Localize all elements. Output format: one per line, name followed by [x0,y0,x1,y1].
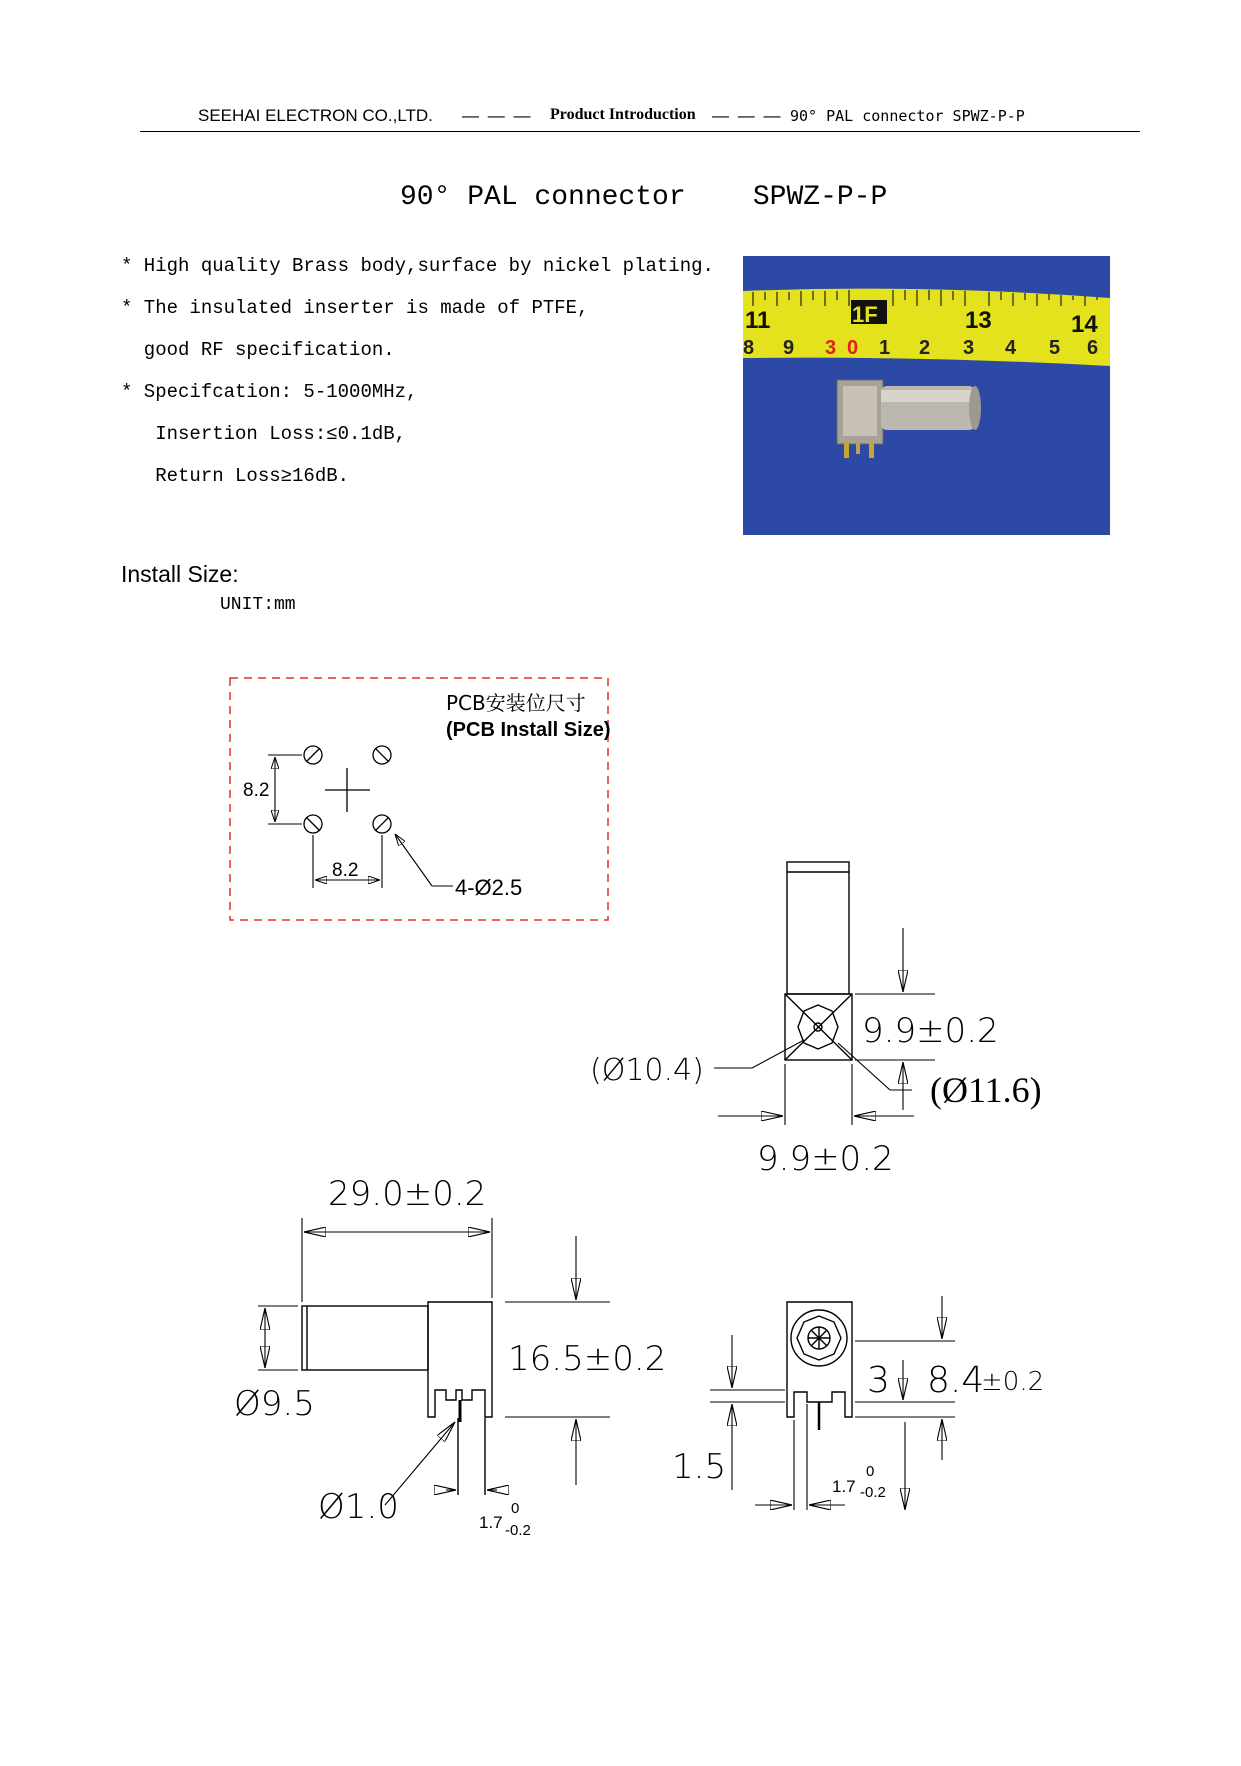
page-title: 90° PAL connector SPWZ-P-P [400,182,888,213]
front-view-pin-tol-lower: -0.2 [860,1484,886,1501]
side-view-length: 29.0±0.2 [328,1174,487,1214]
front-view-dim-height: 8.4 [927,1360,985,1401]
side-view-cylinder [302,1306,428,1370]
pcb-title-en: (PCB Install Size) [446,719,611,741]
tape-label: 9 [783,337,795,359]
unit-label: UNIT:mm [220,595,296,615]
front-view-pin-tol-upper: 0 [866,1463,875,1480]
feature-line: * High quality Brass body,surface by nickel plating. [121,255,714,277]
side-view-diagram [234,1174,666,1539]
pcb-dim-vertical: 8.2 [243,780,270,801]
tape-label: 11 [745,307,771,334]
tape-label: 8 [743,337,755,359]
tape-label: 3 [825,337,837,359]
front-view-dim-3: 3 [867,1360,890,1401]
tape-label: 5 [1049,337,1061,359]
top-view-dim-bottom: 9.9±0.2 [757,1139,894,1179]
header-company: SEEHAI ELECTRON CO.,LTD. [198,106,433,125]
top-view-diagram [590,862,1042,1179]
side-view-pin-dia: Ø1.0 [318,1487,399,1527]
pcb-install-diagram [230,678,610,920]
tape-label: 3 [963,337,975,359]
side-view-height: 16.5±0.2 [508,1339,667,1379]
top-view-dim-side: 9.9±0.2 [862,1011,999,1051]
tape-label: 0 [847,337,859,359]
tape-label: 2 [919,337,931,359]
side-view-pin-tol-upper: 0 [511,1500,520,1517]
feature-line: Return Loss≥16dB. [121,465,350,487]
tape-label: 4 [1005,337,1017,359]
tape-label: 1F [852,302,878,327]
front-view-dim-height-tol: ±0.2 [981,1367,1045,1397]
feature-line: Insertion Loss:≤0.1dB, [121,423,407,445]
front-view-pin-width: 1.7 [832,1477,856,1496]
feature-line: good RF specification. [121,339,395,361]
top-view-dia-inner: (Ø10.4) [590,1053,704,1088]
feature-line: * The insulated inserter is made of PTFE, [121,297,589,319]
feature-line: * Specifcation: 5-1000MHz, [121,381,418,403]
header-product: 90° PAL connector SPWZ-P-P [790,107,1025,125]
pcb-dim-horizontal: 8.2 [332,860,359,881]
side-view-body-dia: Ø9.5 [234,1384,315,1424]
tape-label: 13 [965,307,992,334]
side-view-pin-width: 1.7 [479,1513,503,1532]
top-view-cylinder [787,862,849,994]
front-view-dim-offset: 1.5 [672,1447,727,1487]
header-section: Product Introduction [550,106,696,123]
pcb-holes-label: 4-Ø2.5 [455,875,523,900]
side-view-pin-tol-lower: -0.2 [505,1522,531,1539]
pcb-title-cn: PCB安装位尺寸 [446,691,586,715]
header-dashes: — — — [462,106,533,125]
install-size-heading: Install Size: [121,561,239,587]
front-view-diagram [672,1296,1044,1510]
tape-label: 1 [879,337,891,359]
tape-label: 14 [1071,311,1098,338]
header-dashes: — — — [712,106,783,125]
top-view-dia-outer: (Ø11.6) [930,1070,1042,1110]
side-view-body [428,1302,492,1417]
tape-label: 6 [1087,337,1099,359]
